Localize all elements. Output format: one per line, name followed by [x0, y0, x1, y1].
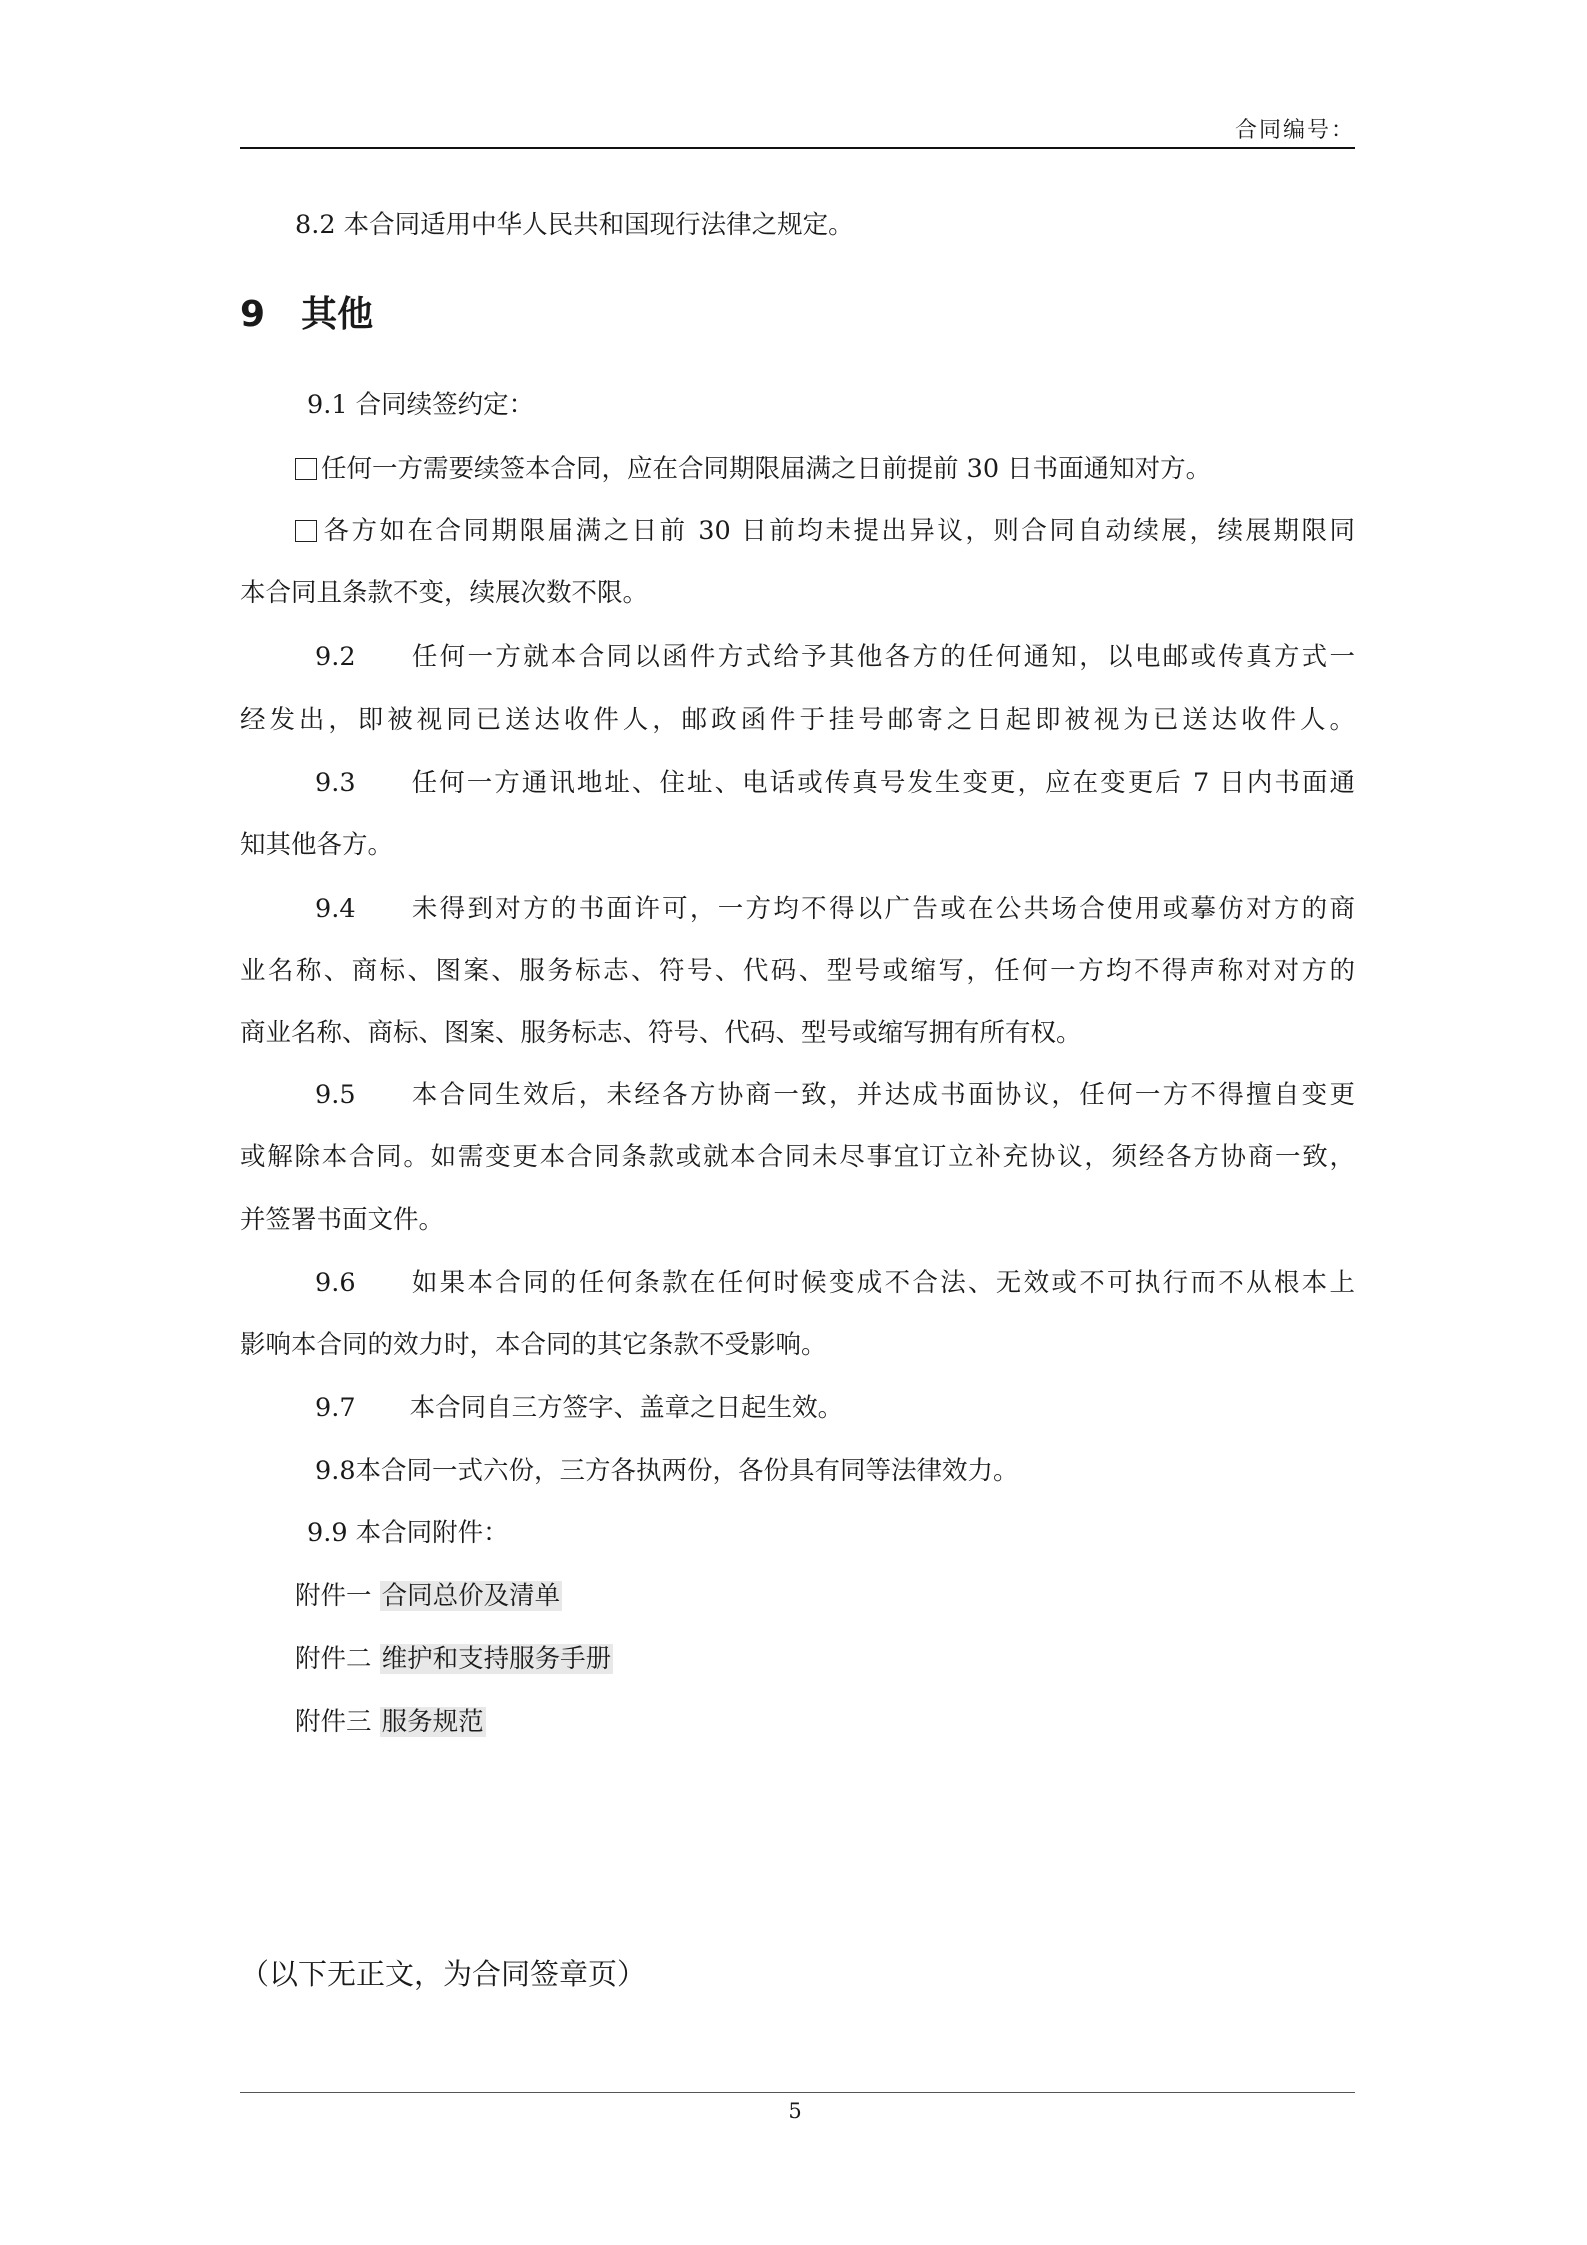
- section-heading: [240, 290, 373, 340]
- clause-number: 9.6: [315, 1268, 356, 1298]
- clause-9-3-line-1: 9.3 任何一方通讯地址、住址、电话或传真号发生变更，应在变更后 7 日内书面通: [315, 768, 1355, 798]
- attachment-item: [240, 1705, 1355, 1739]
- clause-9-7: 9.7 本合同自三方签字、盖章之日起生效。: [315, 1393, 844, 1423]
- attachment-title: 合同总价及清单: [381, 1581, 561, 1611]
- clause-9-1-option-1: 任何一方需要续签本合同，应在合同期限届满之日前提前 30 日书面通知对方。: [240, 452, 1355, 486]
- header-divider: [240, 147, 1355, 149]
- attachment-item: [240, 1579, 1355, 1613]
- clause-number: 9.3: [315, 768, 356, 798]
- clause-9-5-line-2: 或解除本合同。如需变更本合同条款或就本合同未尽事宜订立补充协议，须经各方协商一致，: [240, 1142, 1355, 1172]
- clause-number: 9.5: [315, 1080, 356, 1110]
- contract-number-label: 合同编号：: [1234, 118, 1355, 143]
- clause-9-2-line-1: 9.2 任何一方就本合同以函件方式给予其他各方的任何通知，以电邮或传真方式一: [315, 642, 1355, 672]
- clause-9-6-line-2: 影响本合同的效力时，本合同的其它条款不受影响。: [240, 1330, 827, 1360]
- attachment-title: 服务规范: [381, 1707, 484, 1737]
- checkbox-icon[interactable]: [295, 458, 317, 480]
- clause-9-8: 9.8本合同一式六份，三方各执两份，各份具有同等法律效力。: [315, 1456, 1019, 1486]
- clause-number: 9.2: [315, 642, 356, 672]
- clause-9-6-line-1: 9.6 如果本合同的任何条款在任何时候变成不合法、无效或不可执行而不从根本上: [315, 1268, 1355, 1298]
- clause-9-3-line-2: 知其他各方。: [240, 830, 394, 860]
- clause-9-1-option-2-line-1: 各方如在合同期限届满之日前 30 日前均未提出异议，则合同自动续展，续展期限同: [240, 514, 1355, 548]
- clause-9-4-line-1: 9.4 未得到对方的书面许可，一方均不得以广告或在公共场合使用或摹仿对方的商: [315, 894, 1355, 924]
- clause-9-5-line-3: 并签署书面文件。: [240, 1205, 445, 1235]
- clause-8-2: 8.2 本合同适用中华人民共和国现行法律之规定。: [295, 210, 854, 240]
- clause-9-4-line-2: 业名称、商标、图案、服务标志、符号、代码、型号或缩写，任何一方均不得声称对对方的: [240, 956, 1355, 986]
- clause-9-5-line-1: 9.5 本合同生效后，未经各方协商一致，并达成书面协议，任何一方不得擅自变更: [315, 1080, 1355, 1110]
- clause-9-1-label: 9.1 合同续签约定：: [307, 390, 535, 420]
- attachment-label: 附件一: [295, 1581, 372, 1611]
- clause-9-9-label: 9.9 本合同附件：: [307, 1518, 509, 1548]
- clause-9-1-option-2-line-2: 本合同且条款不变，续展次数不限。: [240, 578, 649, 608]
- attachment-label: 附件二: [295, 1644, 372, 1674]
- attachment-item: [240, 1642, 1355, 1676]
- clause-9-2-line-2: 经发出，即被视同已送达收件人，邮政函件于挂号邮寄之日起即被视为已送达收件人。: [240, 705, 1355, 735]
- closing-note: （以下无正文，为合同签章页）: [240, 1957, 647, 1991]
- clause-number: 9.4: [315, 894, 356, 924]
- clause-number: 9.7: [315, 1393, 356, 1423]
- clause-9-4-line-3: 商业名称、商标、图案、服务标志、符号、代码、型号或缩写拥有所有权。: [240, 1018, 1082, 1048]
- section-number: 9: [240, 294, 266, 335]
- footer-divider: [240, 2092, 1355, 2093]
- page-number: 5: [788, 2099, 802, 2123]
- checkbox-icon[interactable]: [295, 520, 317, 542]
- attachment-label: 附件三: [295, 1707, 372, 1737]
- attachment-title: 维护和支持服务手册: [381, 1644, 612, 1674]
- section-title: 其他: [301, 294, 374, 335]
